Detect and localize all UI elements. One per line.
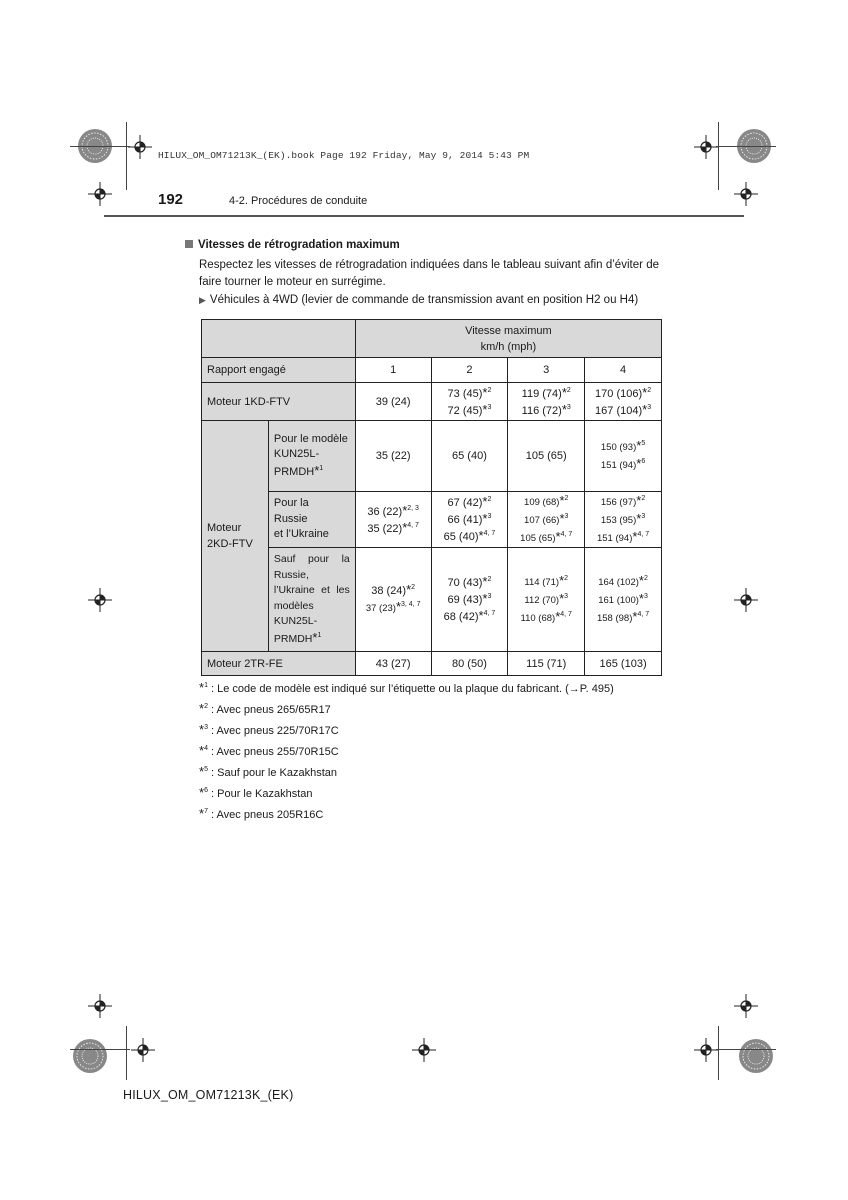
value: 153 (95)	[600, 514, 637, 526]
cell-1kd-g1: 39 (24)	[355, 383, 431, 421]
asterisk-icon: *	[482, 511, 488, 526]
value: 112 (70)	[524, 594, 560, 606]
asterisk-icon: *	[482, 401, 488, 417]
footnote-ref: 4, 7	[560, 530, 573, 538]
footnote-number: 5	[204, 766, 208, 773]
footnote-ref: 3, 4, 7	[401, 601, 421, 608]
footnote-number: 4	[204, 745, 208, 752]
asterisk-icon: *	[482, 574, 488, 589]
value: 170 (106)	[595, 387, 643, 400]
footnote-ref: 2	[411, 584, 416, 591]
footnote-text: : Avec pneus 205R16C	[211, 809, 324, 821]
value: 164 (102)	[598, 576, 639, 588]
asterisk-icon: *	[638, 572, 644, 588]
asterisk-icon: *	[632, 528, 638, 544]
crop-line	[126, 1026, 127, 1080]
asterisk-icon: *	[555, 528, 561, 544]
crop-line	[70, 146, 130, 147]
value: 116 (72)	[521, 404, 562, 417]
footnote-ref: 2	[643, 574, 648, 582]
gear-3-header: 3	[508, 358, 585, 383]
asterisk-icon: *	[636, 492, 642, 508]
value: 69 (43)	[447, 594, 483, 606]
value: 68 (42)	[443, 611, 479, 623]
value: 66 (41)	[447, 514, 483, 526]
footnote-ref: 6	[641, 458, 646, 465]
value: 73 (45)	[447, 387, 483, 400]
footnote-ref: 2	[564, 494, 569, 502]
cell-russie-g4	[585, 492, 662, 548]
value: 158 (98)	[596, 612, 633, 624]
footnote-item	[199, 761, 614, 782]
footnote-text: : Sauf pour le Kazakhstan	[211, 767, 337, 779]
footnote-ref: 3	[487, 593, 492, 600]
asterisk-icon: *	[402, 519, 408, 535]
section-heading	[185, 239, 400, 251]
asterisk-icon: *	[199, 764, 205, 779]
footnote-number: 6	[204, 787, 208, 794]
cell-sauf-g1	[355, 548, 431, 652]
crosshair-mark-bottom-left	[131, 1038, 155, 1062]
asterisk-icon: *	[199, 785, 205, 800]
footnote-ref: 2	[564, 574, 569, 582]
cell-russie-g3	[508, 492, 585, 548]
footnote-ref: 3	[566, 403, 571, 411]
footnote-ref: 4, 7	[637, 530, 650, 538]
asterisk-icon: *	[642, 401, 648, 417]
cell-sauf-g3	[508, 548, 585, 652]
footnote-item	[199, 803, 614, 824]
cell-kun-g1: 35 (22)	[355, 421, 431, 492]
speed-header-title: Vitesse maximum	[465, 324, 552, 337]
gear-4-header: 4	[585, 358, 662, 383]
speed-header	[355, 320, 661, 358]
value: 35 (22)	[367, 522, 403, 535]
value: 114 (71)	[524, 576, 560, 588]
footnote-ref: 2	[487, 576, 492, 583]
asterisk-icon: *	[482, 384, 488, 400]
asterisk-icon: *	[199, 722, 205, 737]
footnote-ref: 5	[641, 440, 646, 447]
footnote-ref: 2	[647, 386, 652, 394]
crosshair-mark-mid-left	[88, 588, 112, 612]
sub-label-text: Sauf pour la Russie, l’Ukraine et les modèles KUN25L-PRMDH	[273, 553, 350, 645]
cell-1kd-g2	[431, 383, 508, 421]
sub-kun-label	[268, 421, 355, 492]
crop-line	[716, 1049, 776, 1050]
footnote-ref: 4, 7	[483, 530, 496, 537]
asterisk-icon: *	[642, 384, 648, 400]
cell-kun-g4	[585, 421, 662, 492]
footnote-number: 7	[204, 808, 208, 815]
cell-sauf-g4	[585, 548, 662, 652]
value: 156 (97)	[600, 496, 637, 508]
asterisk-icon: *	[199, 680, 205, 695]
cell-1kd-g4	[585, 383, 662, 421]
square-bullet-icon	[185, 240, 193, 248]
value: 72 (45)	[447, 404, 483, 417]
gear-1-header: 1	[355, 358, 431, 383]
cell-1kd-g3	[508, 383, 585, 421]
value: 161 (100)	[598, 594, 639, 606]
speed-header-unit: km/h (mph)	[480, 340, 537, 353]
rosette-mark-bottom-left	[72, 1038, 108, 1074]
footnote-ref: 4, 7	[637, 610, 650, 618]
footnote-text: : Avec pneus 225/70R17C	[211, 725, 339, 737]
crosshair-mark-bottom-right	[694, 1038, 718, 1062]
sub-russie-label: Pour la Russie et l’Ukraine	[268, 492, 355, 548]
footnote-ref: 4, 7	[560, 610, 572, 618]
engine-2tr-label: Moteur 2TR-FE	[202, 652, 356, 676]
value: 167 (104)	[595, 404, 643, 417]
footnote-number: 3	[204, 724, 208, 731]
asterisk-icon: *	[199, 743, 205, 758]
engine-2kd-label: Moteur 2KD-FTV	[202, 421, 269, 652]
crop-line	[70, 1049, 130, 1050]
footnote-ref: 3	[641, 512, 646, 520]
sub-sauf-label	[268, 548, 355, 652]
cell-2tr-g3: 115 (71)	[508, 652, 585, 676]
footnote-ref: 4, 7	[483, 610, 496, 617]
crop-line	[718, 1026, 719, 1080]
crosshair-mark-lower-left	[88, 994, 112, 1018]
footnote-item	[199, 740, 614, 761]
value: 67 (42)	[447, 497, 483, 509]
footnote-text: : Avec pneus 255/70R15C	[211, 746, 339, 758]
asterisk-icon: *	[482, 591, 488, 606]
print-header: HILUX_OM_OM71213K_(EK).book Page 192 Friday, May 9, 2014 5:43 PM	[158, 150, 530, 161]
footnote-ref: 3	[564, 512, 569, 520]
crosshair-mark-bottom-center	[412, 1038, 436, 1062]
asterisk-icon: *	[559, 572, 565, 588]
crosshair-mark-upper-left	[88, 182, 112, 206]
value: 105 (65)	[520, 532, 556, 544]
bullet-item	[199, 294, 638, 306]
asterisk-icon: *	[636, 510, 642, 526]
value: 110 (68)	[520, 612, 556, 624]
footnote-number: 1	[204, 682, 208, 689]
asterisk-icon: *	[478, 528, 484, 543]
footnote-ref: 4, 7	[407, 521, 419, 529]
asterisk-icon: *	[482, 494, 488, 509]
footnote-item	[199, 719, 614, 740]
value: 70 (43)	[447, 577, 483, 589]
value: 151 (94)	[600, 460, 637, 471]
footnote-ref: 1	[319, 464, 324, 472]
asterisk-icon: *	[559, 492, 565, 508]
footnote-ref: 2, 3	[407, 504, 419, 512]
value: 109 (68)	[524, 496, 560, 508]
footnote-text: : Pour le Kazakhstan	[211, 788, 313, 800]
asterisk-icon: *	[199, 806, 205, 821]
crop-line	[126, 122, 127, 190]
heading-text: Vitesses de rétrogradation maximum	[198, 239, 400, 251]
rosette-mark-bottom-right	[738, 1038, 774, 1074]
footnote-ref: 3	[643, 592, 648, 600]
intro-paragraph: Respectez les vitesses de rétrogradation indiquées dans le tableau suivant afin d’éviter de faire tourner le moteur en surrégime.	[199, 259, 659, 288]
footnote-ref: 1	[317, 631, 322, 639]
cell-sauf-g2	[431, 548, 508, 652]
asterisk-icon: *	[561, 384, 567, 400]
engine-1kd-label: Moteur 1KD-FTV	[202, 383, 356, 421]
asterisk-icon: *	[395, 599, 401, 614]
value: 107 (66)	[524, 514, 560, 526]
footnote-ref: 2	[487, 386, 492, 394]
asterisk-icon: *	[314, 462, 320, 478]
table-corner	[202, 320, 356, 358]
footnote-item	[199, 782, 614, 803]
asterisk-icon: *	[199, 701, 205, 716]
cell-2tr-g1: 43 (27)	[355, 652, 431, 676]
section-title: 4-2. Procédures de conduite	[229, 195, 368, 207]
footnote-text: : Avec pneus 265/65R17	[211, 704, 331, 716]
footnote-ref: 3	[647, 403, 652, 411]
asterisk-icon: *	[559, 510, 565, 526]
cell-2tr-g2: 80 (50)	[431, 652, 508, 676]
asterisk-icon: *	[636, 456, 642, 471]
value: 65 (40)	[443, 531, 479, 543]
crosshair-mark-mid-right	[734, 588, 758, 612]
value: 37 (23)	[365, 603, 396, 614]
footnote-ref: 3	[564, 592, 569, 600]
cell-kun-g2: 65 (40)	[431, 421, 508, 492]
asterisk-icon: *	[402, 502, 408, 518]
crosshair-mark-top-left	[128, 135, 152, 159]
footnote-ref: 3	[487, 513, 492, 520]
value: 38 (24)	[371, 585, 407, 597]
cell-russie-g2	[431, 492, 508, 548]
asterisk-icon: *	[312, 629, 318, 645]
footnote-text: : Le code de modèle est indiqué sur l’étiquette ou la plaque du fabricant. (→P. 495)	[211, 683, 614, 695]
footnote-item	[199, 698, 614, 719]
value: 151 (94)	[596, 532, 633, 544]
footnote-ref: 2	[487, 496, 492, 503]
footnote-number: 2	[204, 703, 208, 710]
asterisk-icon: *	[636, 438, 642, 453]
cell-russie-g1	[355, 492, 431, 548]
asterisk-icon: *	[561, 401, 567, 417]
downshift-speed-table	[201, 319, 662, 676]
page-footer: HILUX_OM_OM71213K_(EK)	[123, 1088, 294, 1102]
asterisk-icon: *	[559, 590, 565, 606]
crosshair-mark-lower-right	[734, 994, 758, 1018]
footnote-ref: 2	[566, 386, 571, 394]
value: 36 (22)	[367, 505, 403, 518]
page-number: 192	[158, 191, 184, 208]
crosshair-mark-top-right	[694, 135, 718, 159]
asterisk-icon: *	[555, 608, 561, 624]
header-divider	[104, 215, 744, 217]
crosshair-mark-upper-right	[734, 182, 758, 206]
triangle-bullet-icon: ▶	[199, 295, 206, 305]
bullet-text: Véhicules à 4WD (levier de commande de transmission avant en position H2 ou H4)	[209, 294, 639, 306]
gear-2-header: 2	[431, 358, 508, 383]
cell-2tr-g4: 165 (103)	[585, 652, 662, 676]
asterisk-icon: *	[632, 608, 638, 624]
value: 119 (74)	[521, 387, 562, 400]
asterisk-icon: *	[406, 582, 412, 597]
value: 150 (93)	[600, 442, 637, 453]
sub-label-text: Pour le modèle KUN25L-PRMDH	[273, 432, 348, 478]
crop-line	[716, 146, 776, 147]
footnote-item	[199, 677, 614, 698]
cell-kun-g3: 105 (65)	[508, 421, 585, 492]
footnote-ref: 3	[487, 403, 492, 411]
gear-label: Rapport engagé	[202, 358, 356, 383]
crop-line	[718, 122, 719, 190]
asterisk-icon: *	[478, 608, 484, 623]
footnote-list	[199, 677, 614, 824]
footnote-ref: 2	[641, 494, 646, 502]
asterisk-icon: *	[638, 590, 644, 606]
